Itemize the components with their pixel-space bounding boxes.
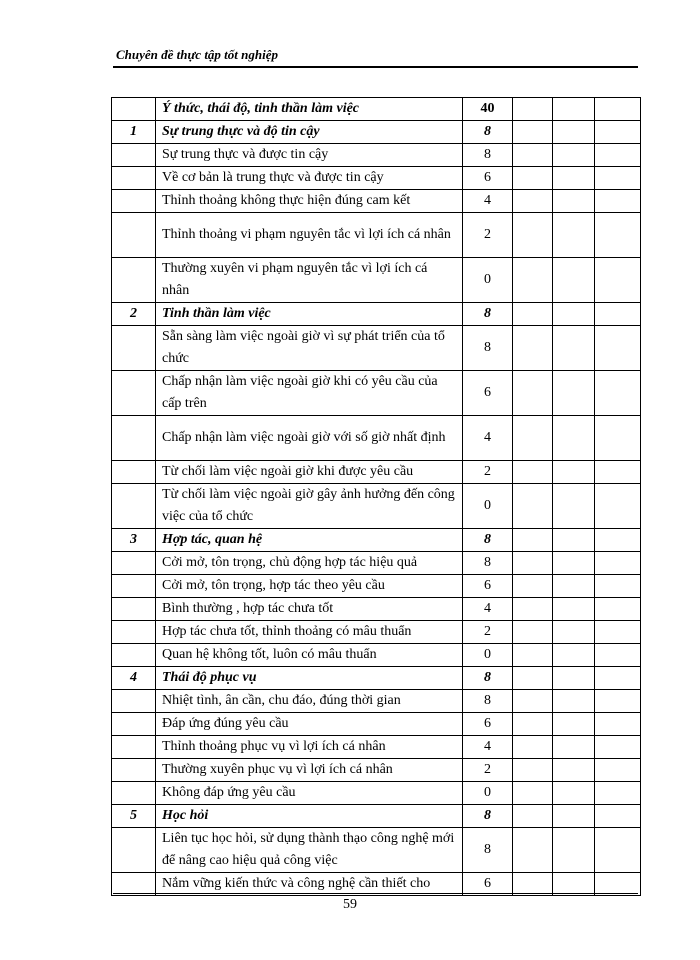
row-number-cell xyxy=(112,713,156,736)
criterion-row xyxy=(112,621,641,644)
score-cell-1 xyxy=(513,736,553,759)
score-cell-3 xyxy=(595,190,641,213)
row-number-cell xyxy=(112,598,156,621)
score-cell-1 xyxy=(513,621,553,644)
criterion-description-cell: Thỉnh thoảng vi phạm nguyên tắc vì lợi ích cá nhân xyxy=(156,213,463,258)
score-cell-3 xyxy=(595,667,641,690)
criterion-row xyxy=(112,828,641,873)
score-cell-3 xyxy=(595,529,641,552)
criterion-row xyxy=(112,190,641,213)
score-cell-2 xyxy=(553,258,595,303)
score-cell-2 xyxy=(553,529,595,552)
document-header-title: Chuyên đề thực tập tốt nghiệp xyxy=(116,47,278,62)
score-cell-2 xyxy=(553,121,595,144)
score-cell-2 xyxy=(553,484,595,529)
score-cell-3 xyxy=(595,782,641,805)
score-cell-1 xyxy=(513,258,553,303)
criterion-description-cell: Đáp ứng đúng yêu cầu xyxy=(156,713,463,736)
criterion-row xyxy=(112,598,641,621)
criterion-row xyxy=(112,416,641,461)
criterion-description-cell: Thỉnh thoảng không thực hiện đúng cam kết xyxy=(156,190,463,213)
score-cell-1 xyxy=(513,552,553,575)
score-cell-1 xyxy=(513,190,553,213)
row-number-cell xyxy=(112,759,156,782)
max-points-cell: 4 xyxy=(463,190,513,213)
criterion-description-cell: Ý thức, thái độ, tinh thần làm việc xyxy=(156,98,463,121)
max-points-cell: 6 xyxy=(463,713,513,736)
evaluation-table xyxy=(111,97,641,896)
criterion-description-cell: Thường xuyên phục vụ vì lợi ích cá nhân xyxy=(156,759,463,782)
criterion-description-cell: Sự trung thực và độ tin cậy xyxy=(156,121,463,144)
score-cell-3 xyxy=(595,828,641,873)
max-points-cell: 2 xyxy=(463,461,513,484)
score-cell-2 xyxy=(553,759,595,782)
score-cell-3 xyxy=(595,461,641,484)
row-number-cell xyxy=(112,258,156,303)
score-cell-2 xyxy=(553,552,595,575)
row-number-cell xyxy=(112,416,156,461)
score-cell-2 xyxy=(553,213,595,258)
row-number-cell xyxy=(112,371,156,416)
score-cell-1 xyxy=(513,213,553,258)
score-cell-3 xyxy=(595,416,641,461)
criterion-row xyxy=(112,575,641,598)
max-points-cell: 2 xyxy=(463,213,513,258)
criterion-description-cell: Chấp nhận làm việc ngoài giờ với số giờ nhất định xyxy=(156,416,463,461)
score-cell-2 xyxy=(553,621,595,644)
section-row xyxy=(112,303,641,326)
criterion-description-cell: Học hỏi xyxy=(156,805,463,828)
criterion-description-cell: Liên tục học hỏi, sử dụng thành thạo công nghệ mới để nâng cao hiệu quả công việc xyxy=(156,828,463,873)
score-cell-2 xyxy=(553,144,595,167)
score-cell-1 xyxy=(513,782,553,805)
criterion-description-cell: Hợp tác chưa tốt, thỉnh thoảng có mâu thuẩn xyxy=(156,621,463,644)
max-points-cell: 8 xyxy=(463,805,513,828)
criterion-description-cell: Quan hệ không tốt, luôn có mâu thuẩn xyxy=(156,644,463,667)
row-number-cell xyxy=(112,98,156,121)
max-points-cell: 8 xyxy=(463,552,513,575)
score-cell-1 xyxy=(513,805,553,828)
max-points-cell: 6 xyxy=(463,873,513,896)
row-number-cell xyxy=(112,326,156,371)
max-points-cell: 0 xyxy=(463,644,513,667)
criterion-row xyxy=(112,759,641,782)
criterion-description-cell: Tinh thần làm việc xyxy=(156,303,463,326)
row-number-cell xyxy=(112,484,156,529)
criterion-row xyxy=(112,736,641,759)
row-number-cell xyxy=(112,782,156,805)
score-cell-3 xyxy=(595,736,641,759)
score-cell-1 xyxy=(513,759,553,782)
score-cell-1 xyxy=(513,828,553,873)
score-cell-1 xyxy=(513,121,553,144)
score-cell-1 xyxy=(513,303,553,326)
score-cell-1 xyxy=(513,167,553,190)
score-cell-3 xyxy=(595,598,641,621)
score-cell-3 xyxy=(595,713,641,736)
criterion-description-cell: Từ chối làm việc ngoài giờ gây ảnh hưởng đến công việc của tổ chức xyxy=(156,484,463,529)
row-number-cell xyxy=(112,621,156,644)
score-cell-3 xyxy=(595,213,641,258)
score-cell-2 xyxy=(553,690,595,713)
criterion-description-cell: Cởi mở, tôn trọng, hợp tác theo yêu cầu xyxy=(156,575,463,598)
score-cell-3 xyxy=(595,484,641,529)
row-number-cell xyxy=(112,552,156,575)
max-points-cell: 8 xyxy=(463,529,513,552)
criterion-row xyxy=(112,782,641,805)
section-row xyxy=(112,805,641,828)
criterion-description-cell: Nắm vững kiến thức và công nghệ cần thiết cho xyxy=(156,873,463,896)
score-cell-2 xyxy=(553,575,595,598)
score-cell-1 xyxy=(513,598,553,621)
score-cell-1 xyxy=(513,326,553,371)
criterion-description-cell: Không đáp ứng yêu cầu xyxy=(156,782,463,805)
score-cell-2 xyxy=(553,167,595,190)
footer-divider xyxy=(113,893,638,894)
max-points-cell: 2 xyxy=(463,759,513,782)
score-cell-2 xyxy=(553,644,595,667)
score-cell-2 xyxy=(553,371,595,416)
score-cell-2 xyxy=(553,98,595,121)
score-cell-3 xyxy=(595,371,641,416)
section-row xyxy=(112,121,641,144)
criterion-row xyxy=(112,167,641,190)
section-row xyxy=(112,529,641,552)
row-number-cell: 5 xyxy=(112,805,156,828)
score-cell-1 xyxy=(513,461,553,484)
criterion-description-cell: Thường xuyên vi phạm nguyên tắc vì lợi ích cá nhân xyxy=(156,258,463,303)
score-cell-2 xyxy=(553,326,595,371)
max-points-cell: 8 xyxy=(463,144,513,167)
score-cell-3 xyxy=(595,144,641,167)
criterion-description-cell: Từ chối làm việc ngoài giờ khi được yêu cầu xyxy=(156,461,463,484)
max-points-cell: 8 xyxy=(463,828,513,873)
max-points-cell: 6 xyxy=(463,575,513,598)
criterion-row xyxy=(112,644,641,667)
row-number-cell xyxy=(112,644,156,667)
criterion-description-cell: Bình thường , hợp tác chưa tốt xyxy=(156,598,463,621)
max-points-cell: 6 xyxy=(463,167,513,190)
group-total-row xyxy=(112,98,641,121)
score-cell-2 xyxy=(553,782,595,805)
score-cell-1 xyxy=(513,644,553,667)
score-cell-2 xyxy=(553,598,595,621)
criterion-row xyxy=(112,690,641,713)
score-cell-1 xyxy=(513,371,553,416)
max-points-cell: 8 xyxy=(463,667,513,690)
row-number-cell xyxy=(112,190,156,213)
score-cell-3 xyxy=(595,575,641,598)
max-points-cell: 8 xyxy=(463,690,513,713)
score-cell-1 xyxy=(513,144,553,167)
score-cell-1 xyxy=(513,484,553,529)
criterion-description-cell: Hợp tác, quan hệ xyxy=(156,529,463,552)
score-cell-1 xyxy=(513,416,553,461)
header-divider xyxy=(113,66,638,68)
criterion-row xyxy=(112,213,641,258)
criterion-description-cell: Sự trung thực và được tin cậy xyxy=(156,144,463,167)
max-points-cell: 0 xyxy=(463,484,513,529)
score-cell-1 xyxy=(513,575,553,598)
criterion-row xyxy=(112,552,641,575)
row-number-cell xyxy=(112,690,156,713)
score-cell-3 xyxy=(595,621,641,644)
max-points-cell: 4 xyxy=(463,598,513,621)
score-cell-3 xyxy=(595,167,641,190)
score-cell-1 xyxy=(513,98,553,121)
score-cell-2 xyxy=(553,416,595,461)
max-points-cell: 2 xyxy=(463,621,513,644)
score-cell-1 xyxy=(513,690,553,713)
row-number-cell xyxy=(112,167,156,190)
max-points-cell: 6 xyxy=(463,371,513,416)
max-points-cell: 4 xyxy=(463,416,513,461)
max-points-cell: 8 xyxy=(463,303,513,326)
score-cell-2 xyxy=(553,736,595,759)
criterion-description-cell: Sẵn sàng làm việc ngoài giờ vì sự phát triển của tổ chức xyxy=(156,326,463,371)
criterion-description-cell: Về cơ bản là trung thực và được tin cậy xyxy=(156,167,463,190)
row-number-cell: 1 xyxy=(112,121,156,144)
score-cell-1 xyxy=(513,667,553,690)
criterion-row xyxy=(112,484,641,529)
row-number-cell: 4 xyxy=(112,667,156,690)
score-cell-2 xyxy=(553,828,595,873)
evaluation-table-body xyxy=(112,98,641,896)
max-points-cell: 8 xyxy=(463,326,513,371)
score-cell-2 xyxy=(553,805,595,828)
row-number-cell xyxy=(112,144,156,167)
score-cell-2 xyxy=(553,667,595,690)
max-points-cell: 40 xyxy=(463,98,513,121)
score-cell-3 xyxy=(595,805,641,828)
row-number-cell xyxy=(112,575,156,598)
score-cell-3 xyxy=(595,759,641,782)
criterion-description-cell: Thái độ phục vụ xyxy=(156,667,463,690)
score-cell-3 xyxy=(595,121,641,144)
score-cell-1 xyxy=(513,529,553,552)
row-number-cell xyxy=(112,461,156,484)
score-cell-2 xyxy=(553,461,595,484)
score-cell-3 xyxy=(595,98,641,121)
max-points-cell: 0 xyxy=(463,258,513,303)
score-cell-2 xyxy=(553,303,595,326)
criterion-row xyxy=(112,371,641,416)
criterion-description-cell: Cởi mở, tôn trọng, chủ động hợp tác hiệu quả xyxy=(156,552,463,575)
criterion-row xyxy=(112,326,641,371)
score-cell-3 xyxy=(595,690,641,713)
score-cell-3 xyxy=(595,303,641,326)
criterion-description-cell: Chấp nhận làm việc ngoài giờ khi có yêu cầu của cấp trên xyxy=(156,371,463,416)
criterion-row xyxy=(112,461,641,484)
row-number-cell: 3 xyxy=(112,529,156,552)
page-number: 59 xyxy=(343,897,357,912)
score-cell-2 xyxy=(553,190,595,213)
row-number-cell xyxy=(112,828,156,873)
row-number-cell xyxy=(112,213,156,258)
criterion-row xyxy=(112,144,641,167)
criterion-row xyxy=(112,258,641,303)
criterion-row xyxy=(112,713,641,736)
section-row xyxy=(112,667,641,690)
row-number-cell xyxy=(112,736,156,759)
score-cell-3 xyxy=(595,258,641,303)
row-number-cell: 2 xyxy=(112,303,156,326)
criterion-description-cell: Thỉnh thoảng phục vụ vì lợi ích cá nhân xyxy=(156,736,463,759)
max-points-cell: 0 xyxy=(463,782,513,805)
max-points-cell: 8 xyxy=(463,121,513,144)
score-cell-3 xyxy=(595,552,641,575)
score-cell-1 xyxy=(513,713,553,736)
score-cell-3 xyxy=(595,326,641,371)
max-points-cell: 4 xyxy=(463,736,513,759)
criterion-description-cell: Nhiệt tình, ân cần, chu đáo, đúng thời gian xyxy=(156,690,463,713)
score-cell-3 xyxy=(595,644,641,667)
score-cell-2 xyxy=(553,713,595,736)
